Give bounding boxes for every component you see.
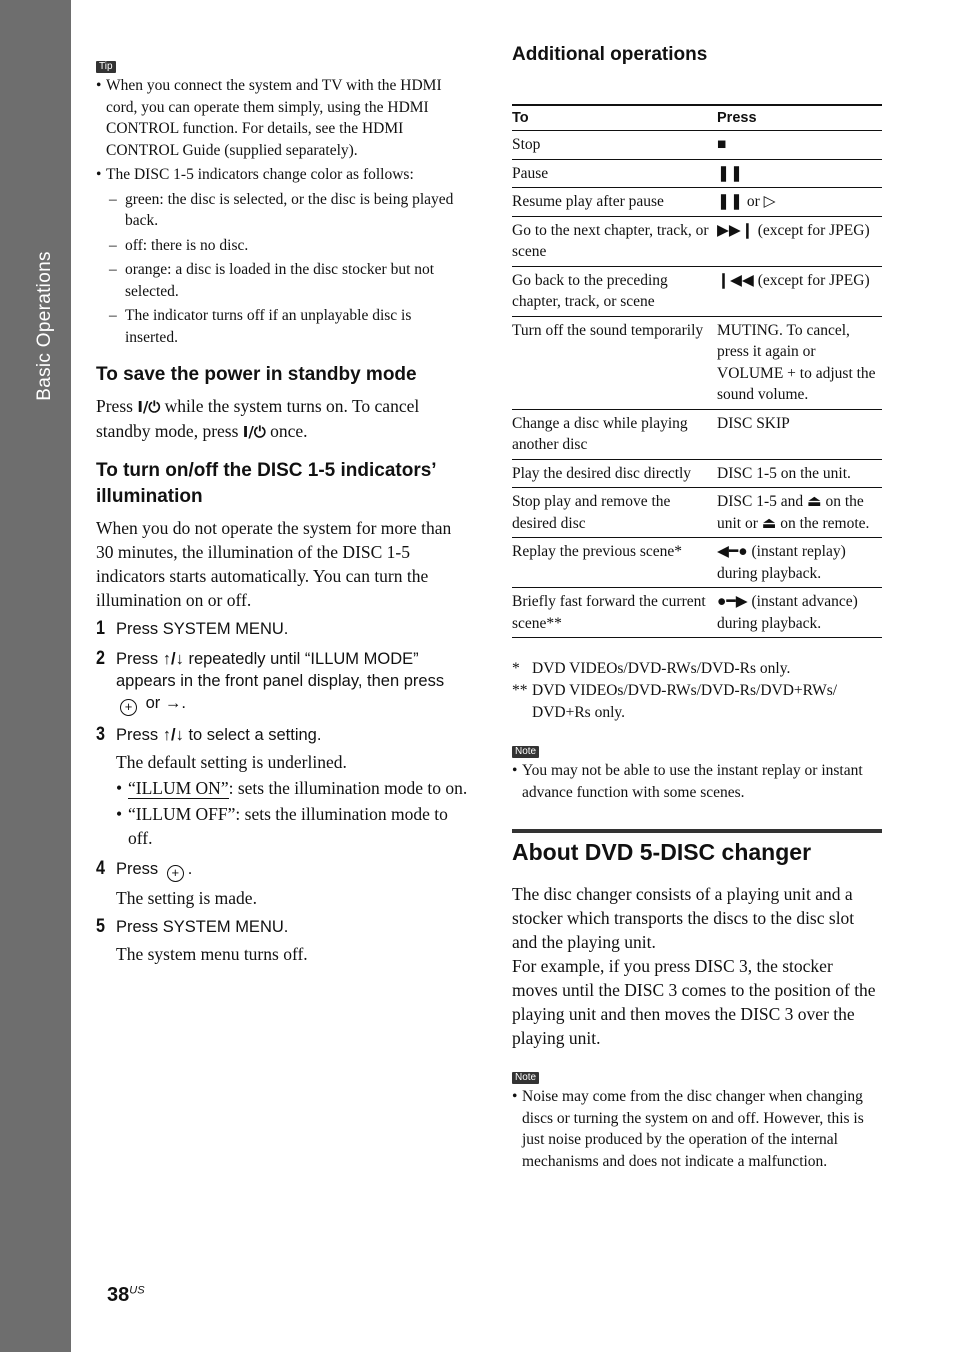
note-bullet: • You may not be able to use the instant replay or instant advance function with some scenes. (512, 760, 882, 803)
section-label: Basic Operations (34, 251, 55, 401)
table-cell-press: ▶▶❙ (except for JPEG) (717, 216, 882, 266)
step-text-part: to select a setting. (183, 726, 322, 744)
footnote-text: DVD VIDEOs/DVD-RWs/DVD-Rs only. (532, 660, 791, 677)
step-number: 1 (96, 618, 105, 639)
step-3 (96, 724, 468, 746)
step-5 (96, 916, 468, 938)
option-illum-off: • “ILLUM OFF”: sets the illumination mode to off. (96, 802, 468, 850)
step-number: 5 (96, 916, 105, 937)
step-text: Press SYSTEM MENU. (116, 620, 289, 638)
page-region: US (129, 1284, 145, 1297)
right-column (512, 44, 882, 1172)
up-down-arrow-icon: ↑/↓ (162, 726, 184, 744)
table-cell-press: ◀━● (instant replay) during playback. (717, 538, 882, 588)
page-number (107, 1284, 145, 1307)
step-text (116, 648, 468, 716)
option-illum-on-name: “ILLUM ON” (128, 778, 229, 798)
table-cell-press: DISC 1-5 and ⏏ on the unit or ⏏ on the remote. (717, 488, 882, 538)
power-icon: I/⏻ (137, 398, 161, 416)
table-cell-to: Briefly fast forward the current scene** (512, 588, 717, 638)
footnote (512, 680, 882, 724)
note-1-block (512, 741, 882, 803)
table-cell-to: Stop (512, 131, 717, 160)
note-badge: Note (512, 1072, 539, 1084)
step-number: 2 (96, 648, 105, 669)
step-text-part: . (181, 694, 186, 712)
table-row (512, 266, 882, 316)
table-cell-press: ❚❚ (717, 159, 882, 188)
standby-text-part: Press (96, 396, 138, 416)
footnote-mark: ** (512, 682, 528, 699)
table-cell-to: Resume play after pause (512, 188, 717, 217)
operations-table (512, 104, 882, 638)
option-illum-on (96, 776, 468, 800)
standby-text (96, 394, 468, 444)
step-1 (96, 618, 468, 640)
table-cell-press: ❚❚ or ▷ (717, 188, 882, 217)
table-header-to: To (512, 105, 717, 131)
option-illum-on-desc: : sets the illumination mode to on. (228, 778, 468, 798)
standby-heading: To save the power in standby mode (96, 364, 417, 385)
step-number: 4 (96, 858, 105, 879)
operations-table-body (512, 131, 882, 638)
note-2-block (512, 1067, 882, 1172)
left-column (96, 56, 468, 966)
table-cell-to: Stop play and remove the desired disc (512, 488, 717, 538)
step-text-part: Press (116, 650, 163, 668)
step-text (116, 724, 321, 746)
table-cell-press: DISC 1-5 on the unit. (717, 459, 882, 488)
step-text-part: or (141, 694, 165, 712)
illum-intro: When you do not operate the system for more than 30 minutes, the illumination of the DISC 1-5 indicators starts automatically. You can turn the illumination on or off. (96, 518, 452, 610)
footnotes (512, 658, 882, 724)
step-text-part: . (187, 860, 193, 878)
tip-bullet: • The DISC 1-5 indicators change color as follows: (96, 164, 468, 186)
sidebar-band (0, 0, 71, 1352)
standby-text-part: while the system turns on. To cancel standby mode, press (96, 396, 420, 441)
tip-dash-item: – off: there is no disc. (96, 235, 468, 257)
table-row (512, 188, 882, 217)
step-text: Press SYSTEM MENU. (116, 918, 289, 936)
table-cell-press: ■ (717, 131, 882, 160)
step-4 (96, 858, 468, 882)
table-row (512, 538, 882, 588)
up-down-arrow-icon: ↑/↓ (162, 650, 184, 668)
table-cell-to: Replay the previous scene* (512, 538, 717, 588)
tip-bullet: • When you connect the system and TV with the HDMI cord, you can operate them simply, using the HDMI CONTROL function. For details, see the HDMI CONTROL Guide (supplied separately). (96, 75, 468, 161)
tip-badge: Tip (96, 61, 116, 73)
illum-heading: To turn on/off the DISC 1-5 indicators’ illumination (96, 460, 436, 507)
step-text-part: repeatedly until “ILLUM MODE” appears in the front panel display, then press (116, 650, 445, 690)
table-row (512, 409, 882, 459)
about-paragraph: The disc changer consists of a playing unit and a stocker which transports the discs to the disc slot and the playing unit. (512, 884, 855, 952)
table-cell-press: DISC SKIP (717, 409, 882, 459)
right-arrow-icon: → (164, 694, 182, 712)
table-row (512, 159, 882, 188)
tip-dash-item: – The indicator turns off if an unplayable disc is inserted. (96, 305, 468, 348)
table-cell-to: Go to the next chapter, track, or scene (512, 216, 717, 266)
step3-default-note: The default setting is underlined. (116, 752, 347, 772)
step-text-part: Press (116, 726, 163, 744)
step-text (116, 858, 192, 882)
table-cell-to: Play the desired disc directly (512, 459, 717, 488)
note-bullet: • Noise may come from the disc changer when changing discs or turning the system on and off. However, this is just noise produced by the operation of the internal mechanisms and does not indicate a malfunction. (512, 1086, 882, 1172)
table-row (512, 488, 882, 538)
about-heading: About DVD 5-DISC changer (512, 829, 882, 866)
table-header-row (512, 105, 882, 131)
page-number-value: 38 (107, 1284, 130, 1306)
note-badge: Note (512, 746, 539, 758)
additional-operations-heading: Additional operations (512, 44, 708, 65)
table-header-press: Press (717, 105, 882, 131)
step-number: 3 (96, 724, 105, 745)
step-2 (96, 648, 468, 716)
about-paragraph: For example, if you press DISC 3, the stocker moves until the DISC 3 comes to the position of the playing unit and then moves the DISC 3 over the playing unit. (512, 956, 876, 1048)
tip-dash-item: – orange: a disc is loaded in the disc stocker but not selected. (96, 259, 468, 302)
step4-result: The setting is made. (116, 888, 257, 908)
table-row (512, 216, 882, 266)
enter-circle-icon: + (120, 699, 137, 716)
table-cell-to: Pause (512, 159, 717, 188)
step-text-part: Press (116, 860, 163, 878)
standby-text-part: once. (265, 421, 308, 441)
table-row (512, 459, 882, 488)
tip-dash-item: – green: the disc is selected, or the disc is being played back. (96, 189, 468, 232)
step5-result: The system menu turns off. (116, 944, 308, 964)
table-row (512, 316, 882, 409)
table-row (512, 131, 882, 160)
footnote-text: DVD VIDEOs/DVD-RWs/DVD-Rs/DVD+RWs/ DVD+Rs only. (532, 682, 838, 721)
footnote-mark: * (512, 660, 520, 677)
table-cell-to: Go back to the preceding chapter, track, or scene (512, 266, 717, 316)
tip-list (96, 75, 468, 348)
table-row (512, 588, 882, 638)
footnote (512, 658, 882, 680)
table-cell-press: MUTING. To cancel, press it again or VOLUME + to adjust the sound volume. (717, 316, 882, 409)
table-cell-to: Change a disc while playing another disc (512, 409, 717, 459)
enter-circle-icon: + (167, 865, 184, 882)
table-cell-press: ❙◀◀ (except for JPEG) (717, 266, 882, 316)
power-icon: I/⏻ (242, 423, 266, 441)
table-cell-press: ●━▶ (instant advance) during playback. (717, 588, 882, 638)
table-cell-to: Turn off the sound temporarily (512, 316, 717, 409)
